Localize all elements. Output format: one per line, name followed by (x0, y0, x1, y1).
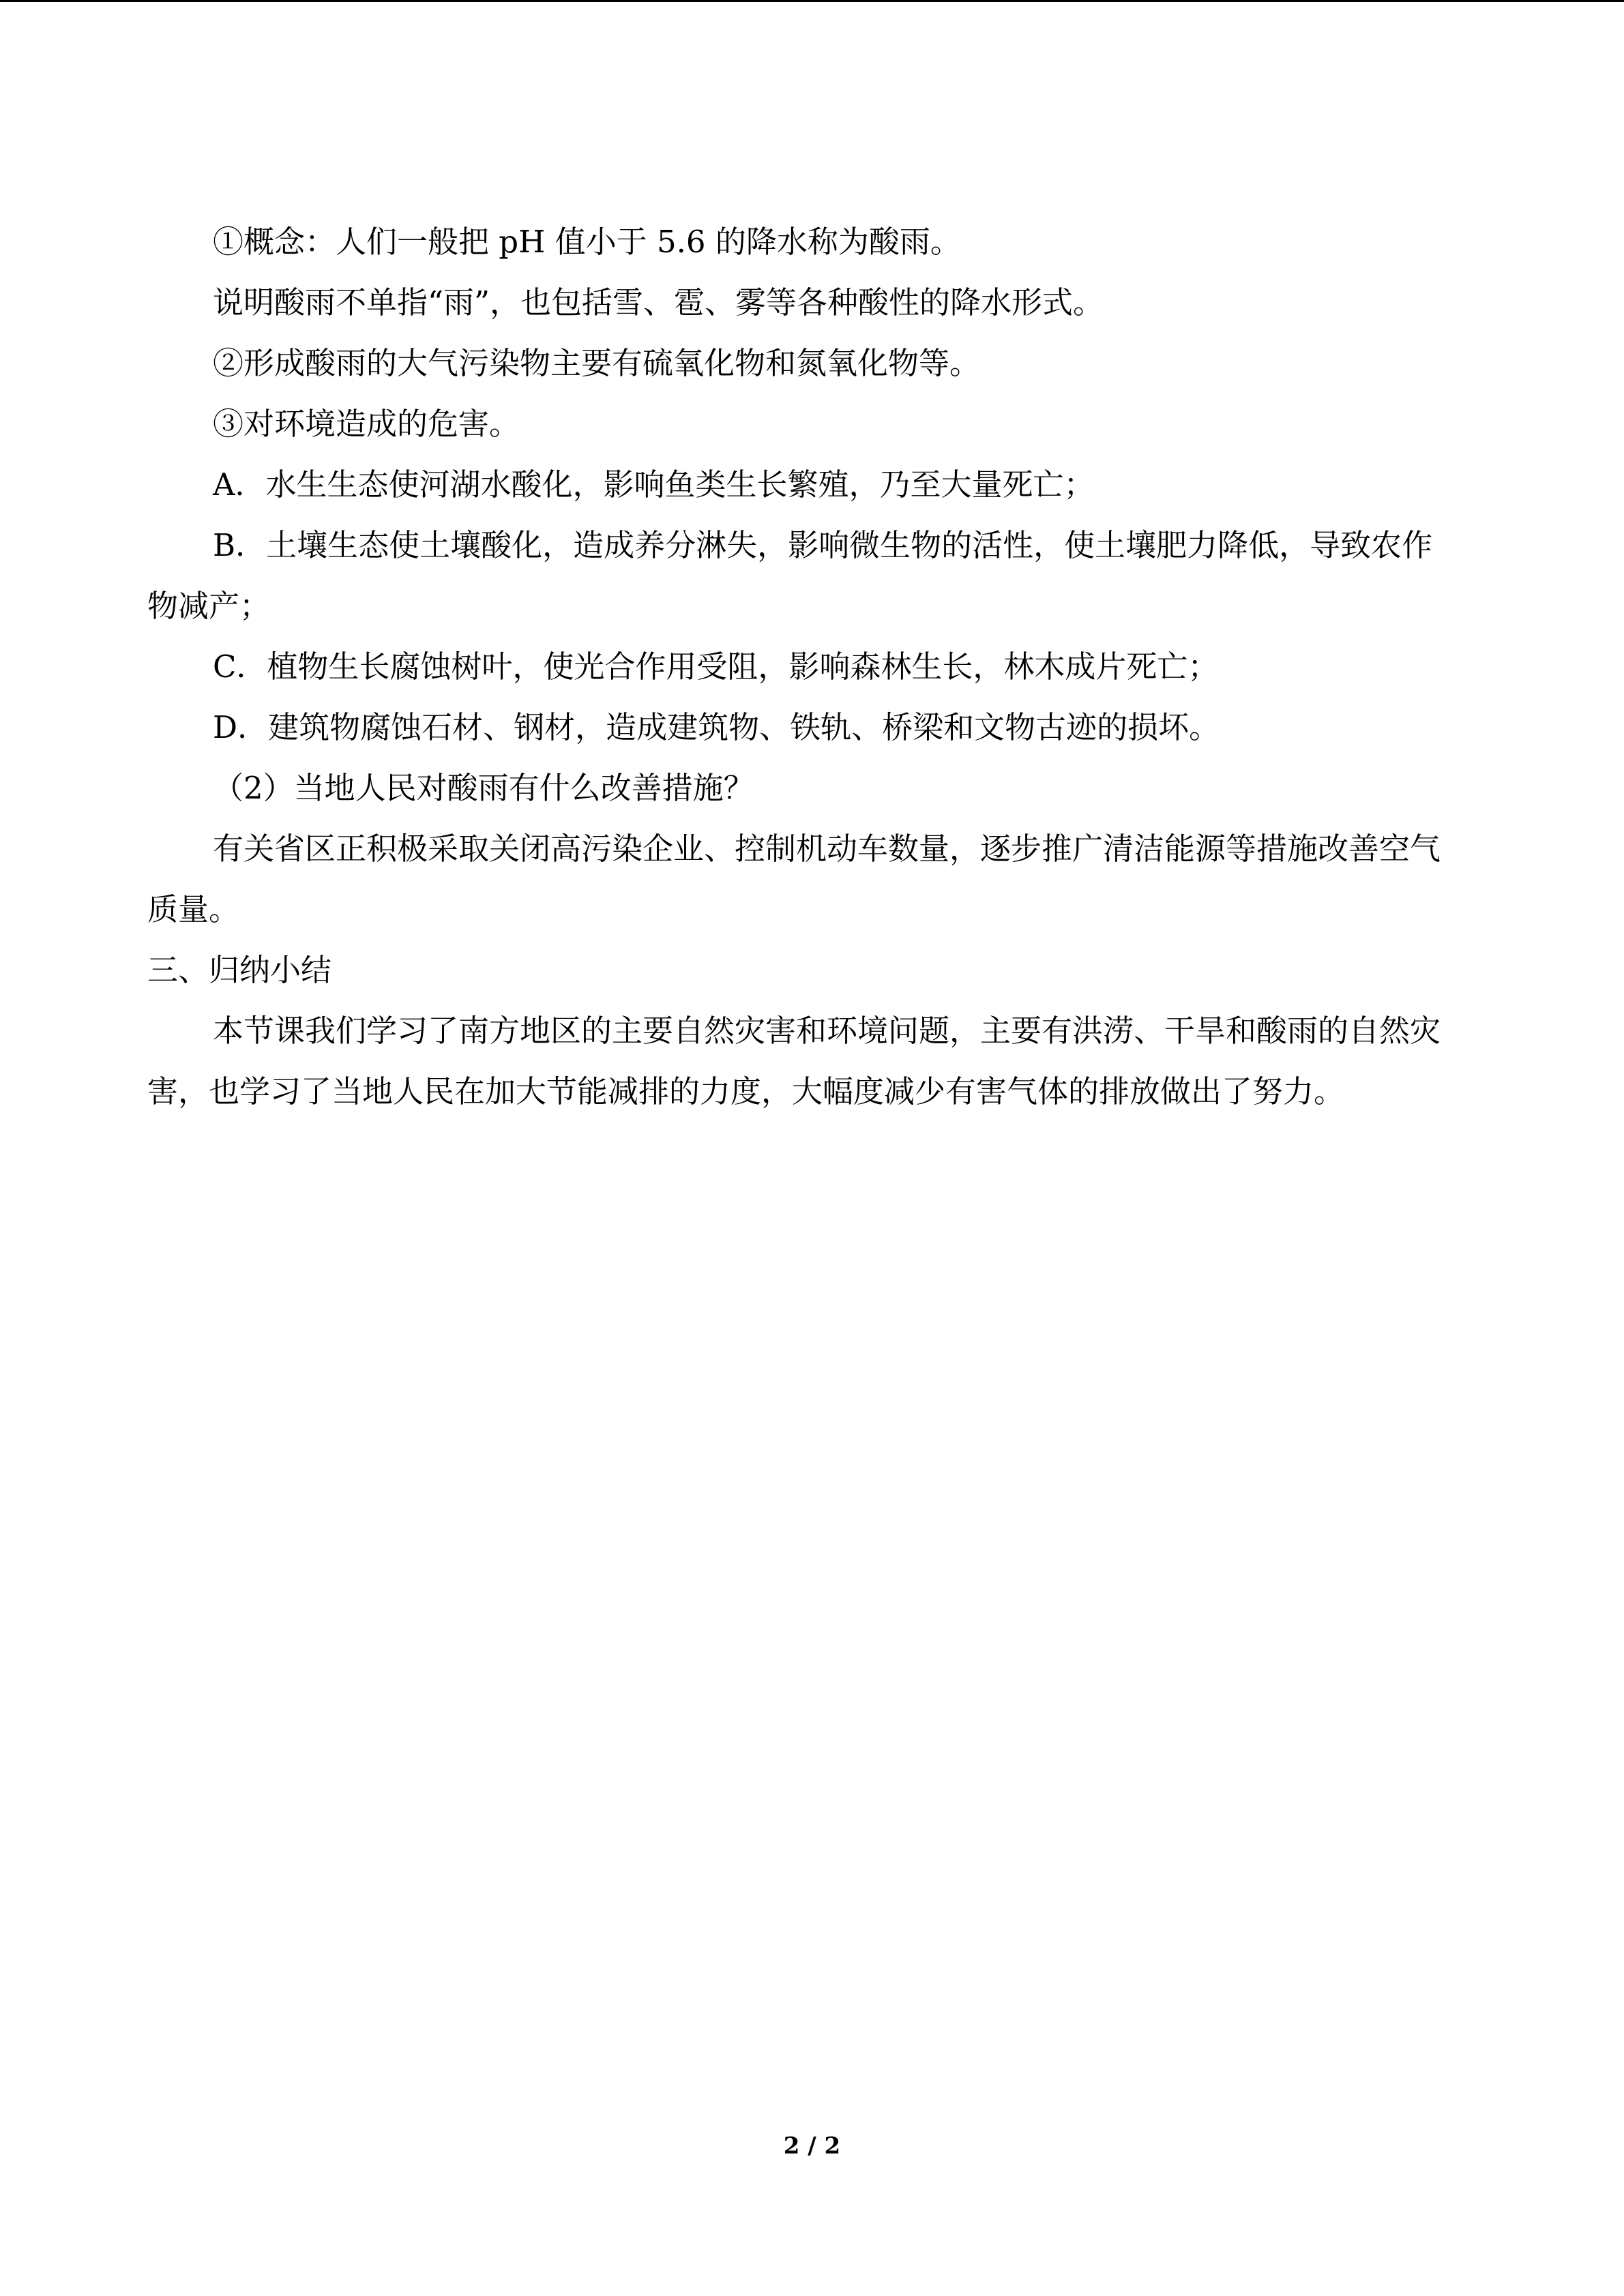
paragraph-summary: 本节课我们学习了南方地区的主要自然灾害和环境问题，主要有洪涝、干旱和酸雨的自然灾害，也学习了当地人民在加大节能减排的力度，大幅度减少有害气体的排放做出了努力。 (147, 1013, 1441, 1109)
paragraph-harm-d: D．建筑物腐蚀石材、钢材，造成建筑物、铁轨、桥梁和文物古迹的损坏。 (213, 709, 1220, 745)
paragraph-measures: 有关省区正积极采取关闭高污染企业、控制机动车数量，逐步推广清洁能源等措施改善空气质量。 (147, 831, 1441, 927)
top-border-line (0, 0, 1624, 2)
paragraph-harm-b: B．土壤生态使土壤酸化，造成养分淋失，影响微生物的活性，使土壤肥力降低，导致农作物减产； (147, 527, 1433, 624)
paragraph-pollutants: ②形成酸雨的大气污染物主要有硫氧化物和氮氧化物等。 (213, 345, 981, 381)
paragraph-acid-rain-concept: ①概念：人们一般把 pH 值小于 5.6 的降水称为酸雨。 (213, 224, 961, 260)
paragraph-harm-heading: ③对环境造成的危害。 (213, 406, 520, 442)
paragraph-question-2: （2）当地人民对酸雨有什么改善措施？ (213, 770, 754, 806)
page-number: 2 / 2 (783, 2132, 841, 2160)
paragraph-acid-rain-note: 说明酸雨不单指“雨”，也包括雪、雹、雾等各种酸性的降水形式。 (213, 284, 1104, 320)
paragraph-harm-a: A．水生生态使河湖水酸化，影响鱼类生长繁殖，乃至大量死亡； (213, 466, 1095, 503)
section-heading-summary: 三、归纳小结 (147, 952, 332, 988)
paragraph-harm-c: C．植物生长腐蚀树叶，使光合作用受阻，影响森林生长，林木成片死亡； (213, 648, 1219, 685)
document-body (147, 211, 1457, 1122)
